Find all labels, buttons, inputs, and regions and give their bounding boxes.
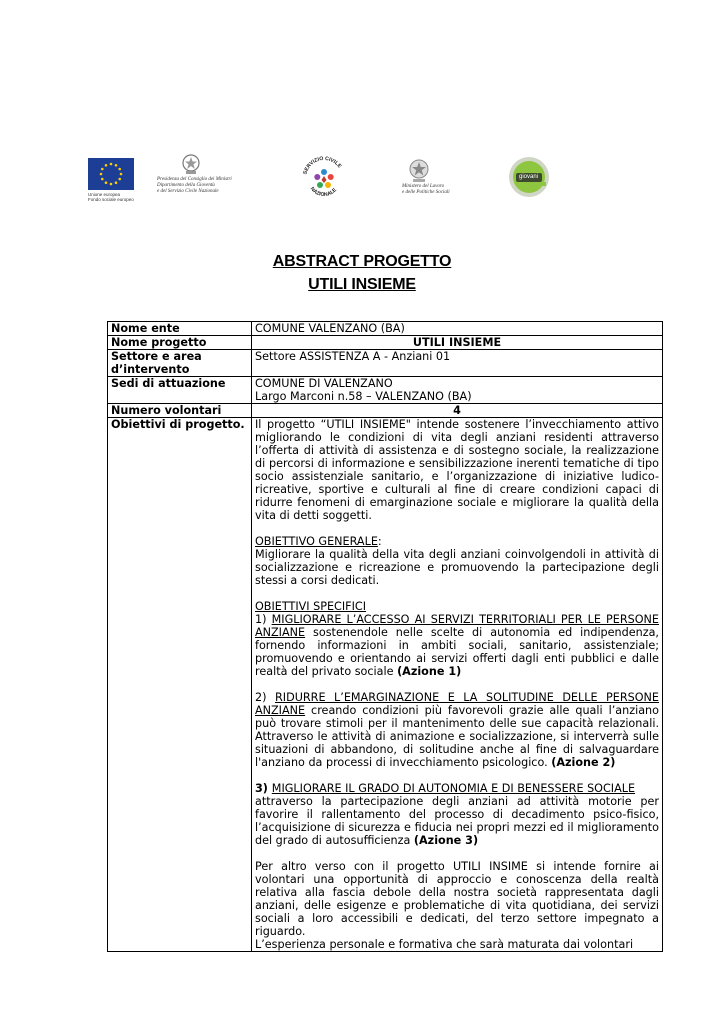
- closing-paragraph-continued: L’esperienza personale e formativa che sarà maturata dai volontari: [255, 938, 634, 951]
- table-row: [108, 322, 663, 336]
- row-label: Obiettivi di progetto.: [108, 418, 252, 952]
- eu-caption: [88, 192, 134, 202]
- giovani-logo: [508, 156, 550, 198]
- project-title: UTILI INSIEME: [308, 276, 416, 293]
- presidenza-caption: [157, 177, 237, 195]
- eu-stars-icon: [88, 158, 134, 190]
- objective-text: sostenendole nelle scelte di autonomia ed indipendenza, fornendo informazioni in ambiti sociali, sanitario, assistenziale; promuovendo e orientando ai servizi offerti dagli enti pubblici e dalle realtà del privato sociale: [255, 626, 659, 678]
- giovani-logo-text: giovani: [519, 174, 539, 180]
- servizio-civile-logo: [296, 150, 352, 206]
- objective-action: (Azione 3): [413, 834, 479, 847]
- general-objective-heading: OBIETTIVO GENERALE: [255, 535, 378, 548]
- specific-objective-1: [255, 613, 659, 678]
- project-table: [107, 321, 663, 952]
- ministero-caption: [402, 184, 462, 196]
- objective-text: creando condizioni più favorevoli grazie alle quali l’anziano può trovare stimoli per il mantenimento delle sue capacità relazionali. Attraverso le attività di animazione e socializzazione, si interverrà sulle situazioni di abbandono, di solitudine anche al fine di salvaguardare l'anziano da processi di invecchiamento psicologico.: [255, 704, 659, 769]
- objective-number: 3): [255, 782, 272, 795]
- row-label: Nome progetto: [108, 336, 252, 350]
- closing-paragraph: Per altro verso con il progetto UTILI INSIME si intende fornire ai volontari una opportunità di approccio e conoscenza della realtà relativa alla fascia debole della nostra società rappresentata dagli anziani, delle esigenze e problematiche di vita quotidiana, dei servizi sociali a loro accessibili e dedicati, del terzo settore impegnato a riguardo.: [255, 860, 659, 938]
- general-objective-colon: :: [377, 535, 382, 548]
- ministero-caption-line: e delle Politiche Sociali: [402, 190, 450, 195]
- objectives-cell: [252, 418, 663, 952]
- presidenza-caption-line: e del Servizio Civile Nazionale: [157, 189, 219, 194]
- objective-action: (Azione 1): [397, 665, 462, 678]
- specific-objective-3: [255, 782, 659, 847]
- row-label: Numero volontari: [108, 404, 252, 418]
- specific-objectives-heading-text: OBIETTIVI SPECIFICI: [255, 600, 367, 613]
- eu-flag-logo: [88, 158, 134, 190]
- svg-text:SERVIZIO CIVILE: SERVIZIO CIVILE: [302, 155, 343, 176]
- general-objective-text: Migliorare la qualità della vita degli anziani coinvolgendoli in attività di socializzazione e ricreazione e promuovendo la partecipazione degli stessi a corsi dedicati.: [255, 548, 659, 587]
- objective-title: MIGLIORARE IL GRADO DI AUTONOMIA E DI BENESSERE SOCIALE: [271, 782, 636, 795]
- presidenza-caption-line: Dipartimento della Gioventù: [157, 183, 215, 188]
- eu-caption-line: Unione europea: [88, 192, 121, 197]
- ministero-emblem-icon: [405, 156, 433, 186]
- row-label: Nome ente: [108, 322, 252, 336]
- eu-caption-line: Fondo sociale europeo: [88, 197, 134, 202]
- row-value: UTILI INSIEME: [252, 336, 663, 350]
- ministero-caption-line: Ministero del Lavoro: [402, 184, 445, 189]
- objectives-intro: Il progetto “UTILI INSIEME" intende sostenere l’invecchiamento attivo migliorando le condizioni di vita degli anziani residenti attraverso l’offerta di attività di assistenza e di sostegno sociale, la realizzazione di percorsi di informazione e sensibilizzazione inerenti tematiche di tipo socio assistenziale sanitario, e l’organizzazione di iniziative ludico-ricreative, sportive e culturali al fine di creare condizioni capaci di ridurre fenomeni di emarginazione sociale e migliorare la qualità della vita di detti soggetti.: [255, 418, 659, 522]
- objective-number: 1): [255, 613, 272, 626]
- objective-number: 2): [255, 691, 276, 704]
- objective-action: (Azione 2): [551, 756, 616, 769]
- specific-objective-2: [255, 691, 659, 769]
- row-value: Settore ASSISTENZA A - Anziani 01: [252, 350, 663, 377]
- objective-title: RIDURRE L’EMARGINAZIONE E LA SOLITUDINE DELLE PERSONE ANZIANE: [255, 691, 659, 717]
- row-value: 4: [252, 404, 663, 418]
- sede-address: Largo Marconi n.58 – VALENZANO (BA): [255, 390, 472, 403]
- specific-objectives-heading: [255, 600, 659, 613]
- row-label: Sedi di attuazione: [108, 377, 252, 404]
- sede-name: COMUNE DI VALENZANO: [255, 377, 393, 390]
- general-objective: [255, 535, 659, 587]
- presidenza-caption-line: Presidenza del Consiglio dei Ministri: [157, 177, 232, 182]
- document-title: ABSTRACT PROGETTO: [272, 253, 452, 270]
- table-row: [108, 404, 663, 418]
- svg-text:NAZIONALE: NAZIONALE: [308, 186, 339, 199]
- table-row: [108, 377, 663, 404]
- objective-text: attraverso la partecipazione degli anziani ad attività motorie per favorire il rallentamento del processo di decadimento psico-fisico, l’acquisizione di sicurezza e fiducia nei propri mezzi ed il miglioramento del grado di autosufficienza: [255, 795, 659, 847]
- table-row: [108, 418, 663, 952]
- row-value: [252, 377, 663, 404]
- table-row: [108, 336, 663, 350]
- objective-title: MIGLIORARE L’ACCESSO AI SERVIZI TERRITORIALI PER LE PERSONE ANZIANE: [255, 613, 659, 639]
- row-value: COMUNE VALENZANO (BA): [252, 322, 663, 336]
- republic-emblem-icon: [180, 152, 202, 176]
- row-label: Settore e area d’intervento: [108, 350, 252, 377]
- table-row: [108, 350, 663, 377]
- logo-bar: [0, 150, 724, 210]
